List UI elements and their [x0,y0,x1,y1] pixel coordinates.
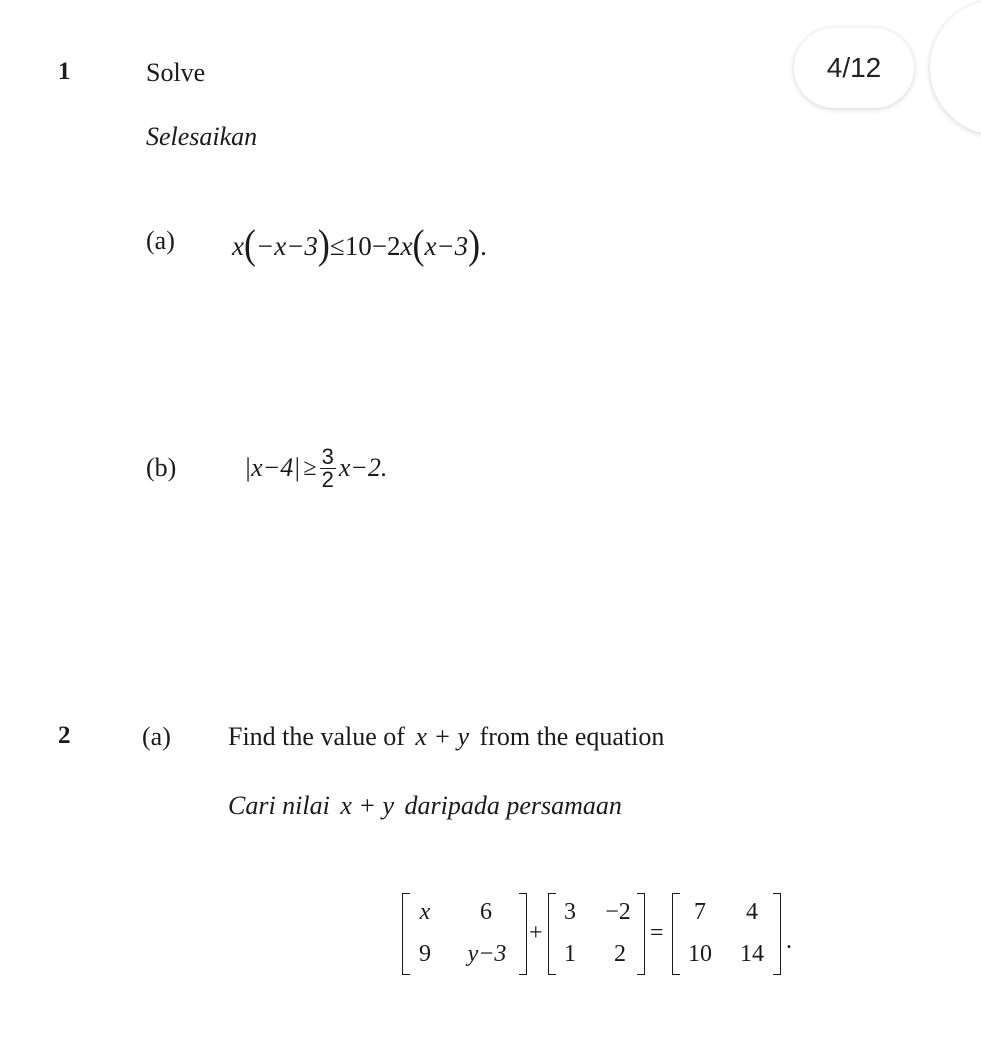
page-indicator: 4/12 [794,28,914,108]
matrix-2 [548,893,644,975]
q2-instruction-english [228,722,664,752]
inequality-a-var2: x [400,231,413,261]
q2-en-post: from the equation [479,722,665,751]
q2-part-a-label: (a) [142,722,171,751]
matrix-2-r1c1: 3 [564,899,576,925]
matrix-2-r2c1: 1 [564,941,576,967]
question-number-2: 2 [58,722,71,749]
q2-en-expr: x + y [415,722,470,751]
bracket-right [519,893,527,975]
floating-action-button[interactable] [930,0,981,135]
part-a-label: (a) [146,226,175,255]
q2-en-pre: Find the value of [228,722,405,751]
paren-close-2: ) [468,221,481,267]
matrix-1-r2c2: y−3 [467,941,507,967]
inequality-a [232,221,487,267]
matrix-1 [402,893,526,975]
fraction-numerator: 3 [321,443,334,469]
matrix-1-r1c2: 6 [480,899,492,925]
equals-sign: = [650,920,664,946]
matrix-2-r2c2: 2 [614,941,626,967]
matrix-1-r1c1: x [419,899,431,925]
q2-ms-pre: Cari nilai [228,791,330,820]
q2-ms-post: daripada persamaan [404,791,622,820]
bracket-right [637,893,645,975]
inequality-b-abs: |x−4| [244,453,301,482]
question-number-1: 1 [58,58,71,85]
matrix-3-r1c2: 4 [746,899,758,925]
fraction-denominator: 2 [321,466,334,492]
inequality-a-mid: ≤10−2 [329,231,401,261]
inequality-a-inner2: x−3 [424,231,469,261]
fraction [320,443,336,492]
paren-open: ( [243,221,256,267]
matrix-3 [672,893,780,975]
inequality-b-rest: x−2. [338,453,388,482]
q2-instruction-malay [228,791,622,821]
inequality-b [244,438,387,498]
plus-sign: + [529,920,543,946]
matrix-2-r1c2: −2 [605,899,631,925]
matrix-3-r2c2: 14 [740,941,764,967]
instruction-english: Solve [146,58,206,87]
inequality-b-ge: ≥ [303,454,317,481]
bracket-right [773,893,781,975]
inequality-a-var: x [232,231,244,261]
paren-close: ) [317,221,330,267]
instruction-malay: Selesaikan [146,122,258,151]
matrix-3-r1c1: 7 [694,899,706,925]
equation-period: . [786,928,792,954]
part-b-label: (b) [146,453,177,482]
inequality-a-inner1: −x−3 [255,231,318,261]
matrix-3-r2c1: 10 [688,941,712,967]
matrix-1-r2c1: 9 [419,941,431,967]
paren-open-2: ( [412,221,425,267]
bracket-left [548,893,556,975]
q2-ms-expr: x + y [340,791,394,820]
inequality-a-end: . [480,231,487,261]
bracket-left [402,893,410,975]
